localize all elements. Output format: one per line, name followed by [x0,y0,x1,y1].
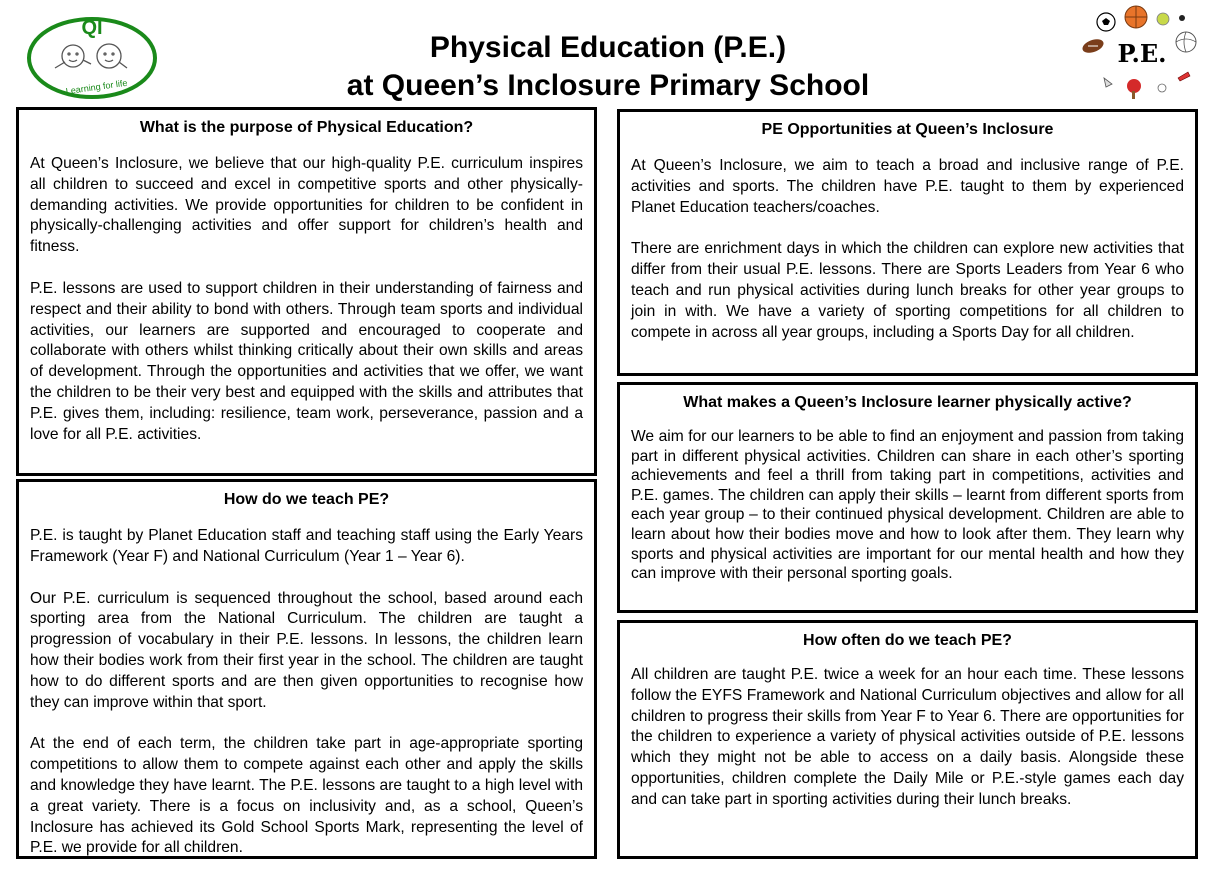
active-heading: What makes a Queen’s Inclosure learner physically active? [683,394,1132,411]
school-logo [25,12,160,100]
purpose-heading: What is the purpose of Physical Education? [139,119,474,136]
volleyball-icon [1176,32,1196,52]
whistle-icon [1178,72,1190,81]
opportunities-heading: PE Opportunities at Queen’s Inclosure [761,121,1054,138]
pe-logo-text: P.E. [1117,39,1167,68]
teach-section [16,479,597,859]
tennis-ball-icon [1157,13,1169,25]
pe-sports-logo [1080,2,1205,102]
ball-small-icon [1179,15,1185,21]
golf-ball-icon [1158,84,1166,92]
football-icon [1097,13,1115,31]
rugby-ball-icon [1081,37,1106,56]
active-section [617,382,1198,613]
purpose-section [16,107,597,476]
logo-motto: Learning for life [65,77,128,97]
children-drawing-icon [55,44,127,68]
title-line-1: Physical Education (P.E.) [429,31,787,64]
opportunities-paragraph-1: At Queen’s Inclosure, we aim to teach a broad and inclusive range of P.E. activities and sports. The children have P.E. taught to them by experienced Planet Education teachers/coaches. [631,157,1184,216]
purpose-paragraph-2: P.E. lessons are used to support children in their understanding of fairness and respect and their ability to bond with others. Through team sports and individual activities, our learners are supported and encouraged to cooperate and collaborate with others whilst thinking critically about their own skills and areas of development. Through the opportunities and activities that we offer, we want the children to be their very best and equipped with the skills and attributes that P.E. gives them, including: resilience, team work, perseverance, passion and a love for all P.E. activities. [30,279,583,443]
often-heading: How often do we teach PE? [803,632,1012,649]
teach-paragraph-1: P.E. is taught by Planet Education staff and teaching staff using the Early Years Framework (Year F) and National Curriculum (Year 1 – Year 6). [30,527,583,565]
purpose-paragraph-1: At Queen’s Inclosure, we believe that our high-quality P.E. curriculum inspires all children to succeed and excel in competitive sports and other physically-demanding activities. We provide opportunities for children to be confident in physically-challenging activities and offer support for children’s health and fitness. [30,155,583,256]
page-title [300,29,916,105]
title-line-2: at Queen’s Inclosure Primary School [346,69,870,102]
teach-heading: How do we teach PE? [223,491,390,508]
opportunities-paragraph-2: There are enrichment days in which the children can explore new activities that differ from their usual P.E. lessons. There are Sports Leaders from Year 6 who teach and run physical activities during lunch breaks for other year groups to join in with. We have a variety of sporting competitions for all children to compete in across all year groups, including a Sports Day for all children. [631,240,1184,341]
table-tennis-icon [1127,79,1141,99]
shuttlecock-icon [1104,78,1112,87]
basketball-icon [1125,6,1147,28]
often-paragraph-1: All children are taught P.E. twice a week for an hour each time. These lessons follow the EYFS Framework and National Curriculum objectives and allow for all children to progress their skills from Year F to Year 6. There are opportunities for the children to experience a variety of physical activities outside of P.E. lessons which they might not be able to access on a daily basis. Alongside these opportunities, children complete the Daily Mile or P.E.-style games each day and can take part in sporting activities during their lunch breaks. [631,666,1184,808]
often-section [617,620,1198,859]
opportunities-section [617,109,1198,376]
teach-paragraph-3: At the end of each term, the children take part in age-appropriate sporting competitions to allow them to compete against each other and apply the skills and knowledge they have learnt. The P.E. lessons are taught to a high level with a great variety. There is a focus on inclusivity and, as a school, Queen’s Inclosure has achieved its Gold School Sports Mark, representing the level of P.E. we provide for all children. [30,735,583,857]
teach-paragraph-2: Our P.E. curriculum is sequenced throughout the school, based around each sporting area from the National Curriculum. The children are taught a progression of vocabulary in their P.E. lessons. In lessons, the children learn how their bodies work from their first year in the school. The children are taught how to do different sports and are then given opportunities to recognise how they can improve within that sport. [30,589,583,711]
logo-letters: QI [81,17,103,39]
active-paragraph-1: We aim for our learners to be able to find an enjoyment and passion from taking part in different physical activities. Children can share in each other’s sporting achievements and feel a thrill from taking part in competitions, activities and P.E. games. The children can apply their skills – learnt from different sports from each year group – to their continued physical development. Children are able to learn about how their bodies move and how to look after them. They learn why sports and physical activities are important for our mental health and how they can improve with their personal sporting goals. [631,428,1184,583]
